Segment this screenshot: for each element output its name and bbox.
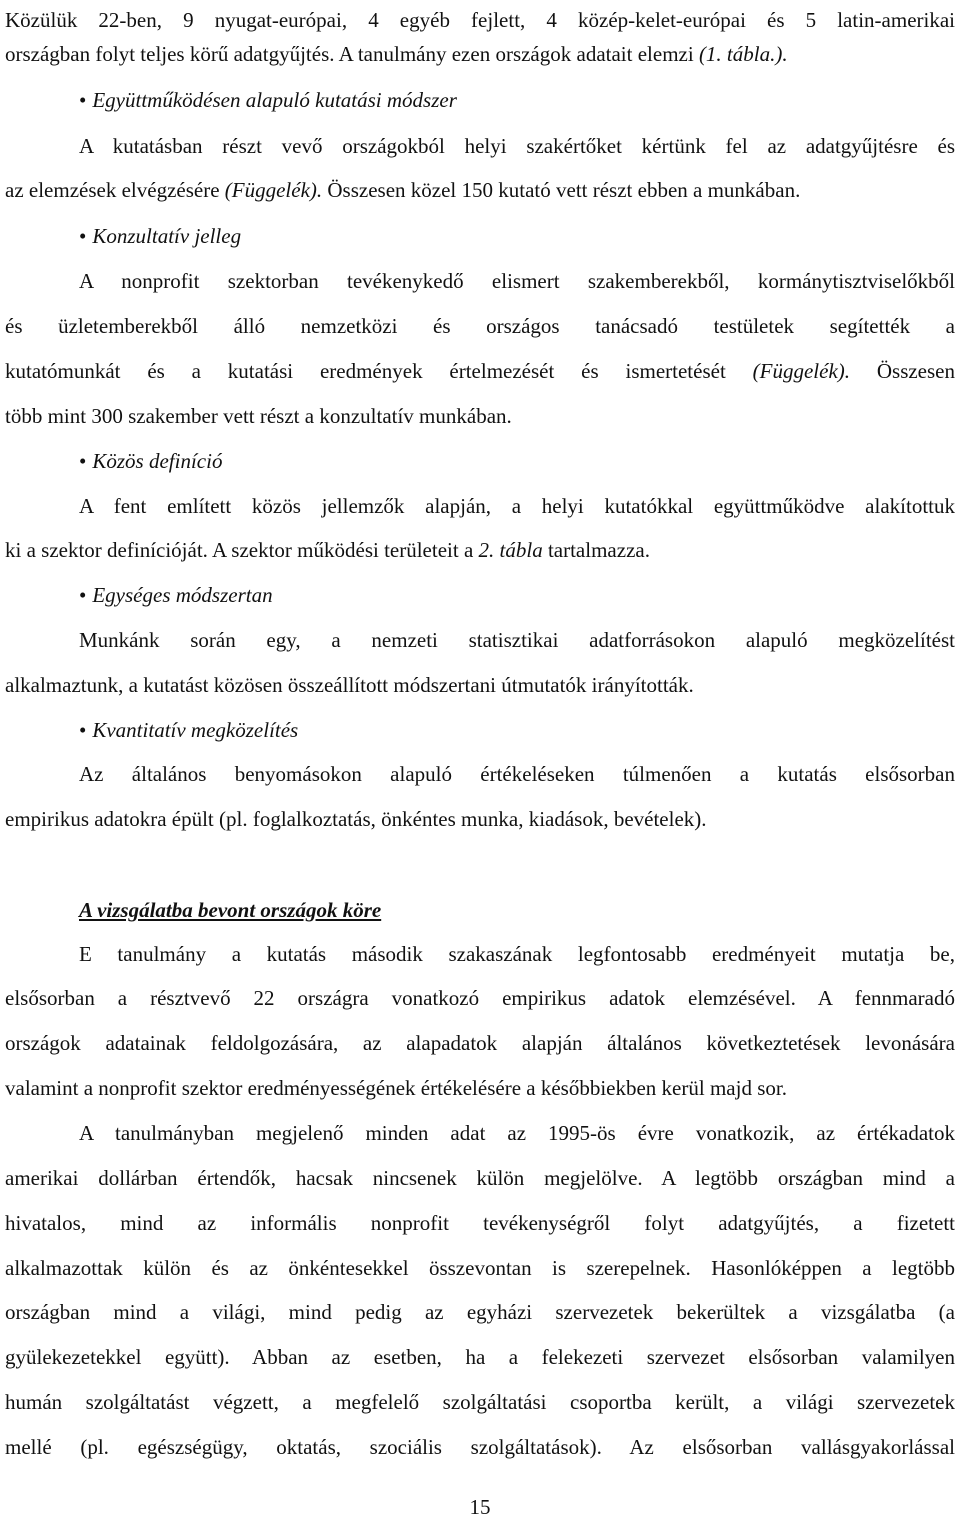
text-span: valamint a nonprofit szektor eredményességének értékelésére a későbbiekben kerül majd sor.	[5, 1076, 787, 1100]
text-span: hivatalos, mind az informális nonprofit tevékenységről folyt adatgyűjtés, a fizetett	[5, 1211, 955, 1235]
bullet-label: Együttműködésen alapuló kutatási módszer	[92, 88, 457, 112]
text-span: tartalmazza.	[542, 538, 650, 562]
text-span: A tanulmányban megjelenő minden adat az 1995-ös évre vonatkozik, az értékadatok	[79, 1121, 955, 1145]
text-span: az elemzések elvégzésére	[5, 178, 225, 202]
text-line	[5, 170, 800, 210]
text-line	[5, 978, 955, 1018]
bullet-item	[79, 80, 457, 120]
text-line	[5, 1068, 787, 1108]
text-line	[5, 665, 694, 705]
text-line	[5, 1427, 955, 1467]
text-span: humán szolgáltatást végzett, a megfelelő szolgáltatási csoportba került, a világi szervezetek	[5, 1390, 955, 1414]
bullet-item	[79, 441, 222, 481]
text-line	[5, 1382, 955, 1422]
appendix-reference: (Függelék).	[224, 178, 323, 202]
text-span: Az általános benyomásokon alapuló értékeléseken túlmenően a kutatás elsősorban	[79, 762, 955, 786]
bullet-label: Közös definíció	[92, 449, 223, 473]
text-span: alkalmaztunk, a kutatást közösen összeállított módszertani útmutatók irányították.	[5, 673, 694, 697]
text-span: A fent említett közös jellemzők alapján, a helyi kutatókkal együttműködve alakítottuk	[79, 494, 955, 518]
text-line	[79, 486, 955, 526]
text-span: Összesen	[850, 359, 955, 383]
text-line	[5, 1292, 955, 1332]
text-line	[5, 1023, 955, 1063]
text-line	[5, 351, 955, 391]
text-line	[5, 1337, 955, 1377]
text-line	[79, 754, 955, 794]
text-span: ki a szektor definícióját. A szektor működési területeit a	[5, 538, 479, 562]
bullet-label: Konzultatív jelleg	[92, 224, 242, 248]
text-span: A nonprofit szektorban tevékenykedő elismert szakemberekből, kormánytisztviselőkből	[79, 269, 955, 293]
bullet-item	[79, 575, 273, 615]
text-span: Összesen közel 150 kutató vett részt ebben a munkában.	[322, 178, 801, 202]
table-reference: 2. tábla	[478, 538, 543, 562]
bullet-icon: •	[79, 583, 87, 607]
text-span: elsősorban a résztvevő 22 országra vonatkozó empirikus adatok elemzésével. A fennmaradó	[5, 986, 955, 1010]
text-span: országok adatainak feldolgozására, az alapadatok alapján általános következtetések levonására	[5, 1031, 955, 1055]
bullet-icon: •	[79, 449, 87, 473]
text-span: E tanulmány a kutatás második szakaszának legfontosabb eredményeit mutatja be,	[79, 942, 955, 966]
text-span: A kutatásban részt vevő országokból helyi szakértőket kértünk fel az adatgyűjtésre és	[79, 134, 955, 158]
text-line	[5, 530, 650, 570]
text-line	[79, 126, 955, 166]
text-line	[5, 306, 955, 346]
section-heading-text: A vizsgálatba bevont országok köre	[79, 898, 382, 922]
text-span: alkalmazottak külön és az önkéntesekkel összevontan is szerepelnek. Hasonlóképpen a legtöbb	[5, 1256, 955, 1280]
text-span: kutatómunkát és a kutatási eredmények értelmezését és ismertetését	[5, 359, 753, 383]
bullet-label: Kvantitatív megközelítés	[92, 718, 299, 742]
table-reference: (1. tábla.).	[698, 42, 788, 66]
appendix-reference: (Függelék).	[752, 359, 851, 383]
text-line	[79, 620, 955, 660]
text-span: és üzletemberekből álló nemzetközi és országos tanácsadó testületek segítették a	[5, 314, 955, 338]
text-span: országban folyt teljes körű adatgyűjtés. A tanulmány ezen országok adatait elemzi	[5, 42, 699, 66]
text-line	[79, 261, 955, 301]
text-span: Munkánk során egy, a nemzeti statisztikai adatforrásokon alapuló megközelítést	[79, 628, 955, 652]
text-span: országban mind a világi, mind pedig az egyházi szervezetek bekerültek a vizsgálatba (a	[5, 1300, 955, 1324]
bullet-icon: •	[79, 224, 87, 248]
bullet-label: Egységes módszertan	[92, 583, 273, 607]
bullet-icon: •	[79, 88, 87, 112]
text-line	[5, 1248, 955, 1288]
text-span: több mint 300 szakember vett részt a konzultatív munkában.	[5, 404, 512, 428]
text-span: mellé (pl. egészségügy, oktatás, szociális szolgáltatások). Az elsősorban vallásgyakorlással	[5, 1435, 955, 1459]
section-heading	[79, 890, 381, 930]
text-span: amerikai dollárban értendők, hacsak nincsenek külön megjelölve. A legtöbb országban mind a	[5, 1166, 955, 1190]
text-line	[5, 1203, 955, 1243]
text-line	[5, 1158, 955, 1198]
text-line	[79, 1113, 955, 1153]
text-span: gyülekezetekkel együtt). Abban az esetben, ha a felekezeti szervezet elsősorban valamilyen	[5, 1345, 955, 1369]
page-number: 15	[469, 1495, 491, 1519]
bullet-item	[79, 216, 241, 256]
bullet-item	[79, 710, 298, 750]
text-line	[79, 934, 955, 974]
text-span: Közülük 22-ben, 9 nyugat-európai, 4 egyéb fejlett, 4 közép-kelet-európai és 5 latin-amerikai	[5, 8, 955, 32]
document-page	[5, 0, 955, 1521]
text-line	[5, 396, 512, 436]
text-line	[5, 799, 707, 839]
bullet-icon: •	[79, 718, 87, 742]
text-span: empirikus adatokra épült (pl. foglalkoztatás, önkéntes munka, kiadások, bevételek).	[5, 807, 707, 831]
text-line	[5, 34, 788, 74]
